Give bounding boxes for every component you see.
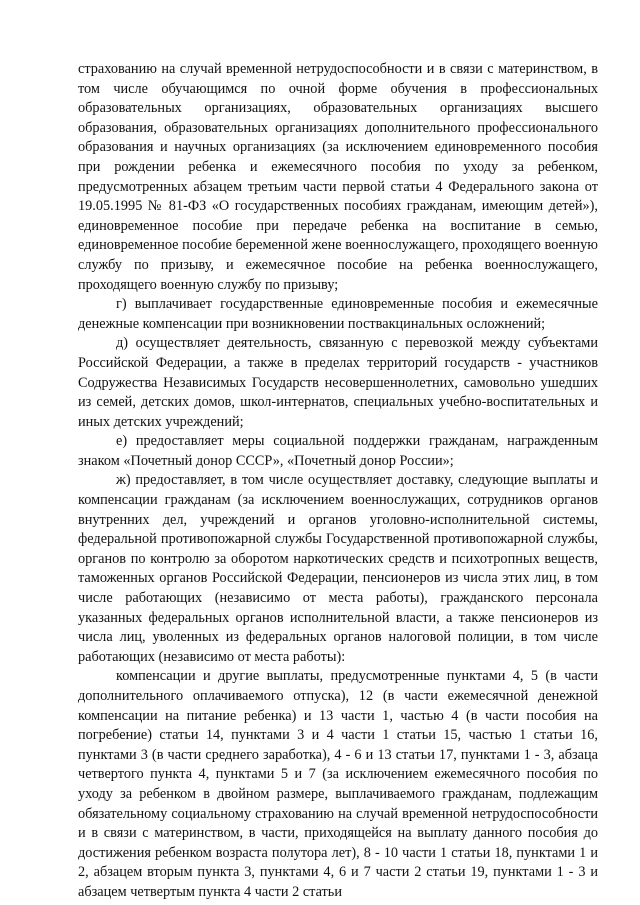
paragraph-item-e: е) предоставляет меры социальной поддержки гражданам, награжденным знаком «Почетный донор СССР», «Почетный донор России»; (78, 433, 598, 469)
paragraph-compensations: компенсации и другие выплаты, предусмотренные пунктами 4, 5 (в части дополнительного оплачиваемого отпуска), 12 (в части ежемесячной денежной компенсации на питание ребенка) и 13 части 1, частью 4 (в части пособия на погребение) статьи 14, пунктами 3 и 4 части 1 статьи 15, частью 1 статьи 16, пунктами 3 (в части среднего заработка), 4 - 6 и 13 статьи 17, пунктами 1 - 3, абзаца четвертого пункта 4, пунктами 5 и 7 (за исключением ежемесячного пособия по уходу за ребенком в двойном размере, выплачиваемого гражданам, подлежащим обязательному социальному страхованию на случай временной нетрудоспособности и в связи с материнством, в части, приходящейся на выплату данного пособия до достижения ребенком возраста полутора лет), 8 - 10 части 1 статьи 18, пунктами 1 и 2, абзацем вторым пункта 3, пунктами 4, 6 и 7 части 2 статьи 19, пунктами 1 - 3 и абзацем четвертым пункта 4 части 2 статьи (78, 668, 598, 900)
paragraph-item-d: д) осуществляет деятельность, связанную с перевозкой между субъектами Российской Федерации, а также в пределах территорий государств - участников Содружества Независимых Государств несовершеннолетних, самовольно ушедших из семей, детских домов, школ-интернатов, специальных учебно-воспитательных и иных детских учреждений; (78, 335, 598, 430)
paragraph-item-g: г) выплачивает государственные единовременные пособия и ежемесячные денежные компенсации при возникновении поствакцинальных осложнений; (78, 296, 598, 332)
paragraph-item-zh: ж) предоставляет, в том числе осуществляет доставку, следующие выплаты и компенсации гражданам (за исключением военнослужащих, сотрудников органов внутренних дел, учреждений и органов уголовно-исполнительной системы, федеральной противопожарной службы Государственной противопожарной службы, органов по контролю за оборотом наркотических средств и психотропных веществ, таможенных органов Российской Федерации, пенсионеров из числа этих лиц, в том числе работающих (независимо от места работы), гражданского персонала указанных федеральных органов исполнительной власти, а также пенсионеров из числа лиц, уволенных из федеральных органов налоговой полиции, в том числе работающих (независимо от места работы): (78, 472, 598, 665)
paragraph-continuation: страхованию на случай временной нетрудоспособности и в связи с материнством, в том числе обучающимся по очной форме обучения в профессиональных образовательных организациях, образовательных организациях высшего образования, образовательных организациях дополнительного профессионального образования и научных организациях (за исключением единовременного пособия при рождении ребенка и ежемесячного пособия по уходу за ребенком, предусмотренных абзацем третьим части первой статьи 4 Федерального закона от 19.05.1995 № 81-ФЗ «О государственных пособиях гражданам, имеющим детей»), единовременное пособие при передаче ребенка на воспитание в семью, единовременное пособие беременной жене военнослужащего, проходящего военную службу по призыву, и ежемесячное пособие на ребенка военнослужащего, проходящего военную службу по призыву; (78, 61, 598, 293)
document-page (78, 60, 598, 903)
